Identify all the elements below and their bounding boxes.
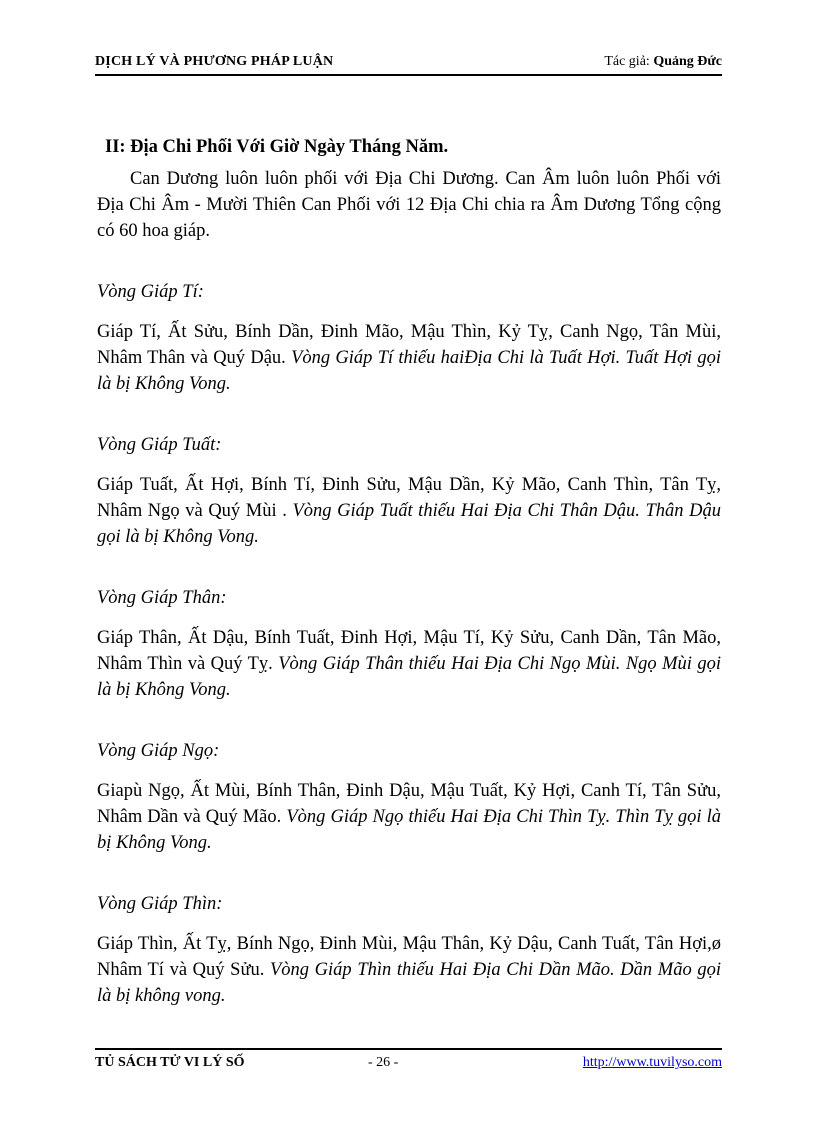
cycle-note: Vòng Giáp Thìn thiếu Hai Địa Chi Dần Mão. Dần Mão gọi là bị không vong. (97, 960, 721, 1006)
cycle-giap-than (97, 585, 721, 703)
cycle-list: Giáp Thân, Ất Dậu, Bính Tuất, Đinh Hợi, Mậu Tí, Kỷ Sửu, Canh Dần, Tân Mão, Nhâm Thìn và Quý Tỵ. (97, 628, 721, 674)
cycle-title: Vòng Giáp Thân: (97, 588, 227, 608)
cycle-note: Vòng Giáp Tí thiếu haiĐịa Chi là Tuất Hợi. Tuất Hợi gọi là bị Không Vong. (97, 348, 721, 394)
author-name: Quảng Đức (653, 54, 722, 69)
section-title: II: Địa Chi Phối Với Giờ Ngày Tháng Năm. (105, 137, 449, 157)
page-header (95, 48, 722, 76)
cycle-note: Vòng Giáp Ngọ thiếu Hai Địa Chi Thìn Tỵ. Thìn Tỵ gọi là bị Không Vong. (97, 807, 721, 853)
cycle-giap-tuat (97, 432, 721, 550)
cycle-list: Giapù Ngọ, Ất Mùi, Bính Thân, Đinh Dậu, Mậu Tuất, Kỷ Hợi, Canh Tí, Tân Sửu, Nhâm Dần và Quý Mão. (97, 781, 721, 827)
cycle-body (97, 472, 721, 550)
cycle-list: Giáp Tuất, Ất Hợi, Bính Tí, Đinh Sửu, Mậu Dần, Kỷ Mão, Canh Thìn, Tân Tỵ, Nhâm Ngọ và Quý Mùi . (97, 475, 721, 521)
cycle-title: Vòng Giáp Thìn: (97, 894, 223, 914)
footer-link[interactable]: http://www.tuvilyso.com (582, 1055, 722, 1070)
cycle-list: Giáp Tí, Ất Sửu, Bính Dần, Đinh Mão, Mậu Thìn, Kỷ Tỵ, Canh Ngọ, Tân Mùi, Nhâm Thân và Quý Dậu. (97, 322, 721, 368)
cycle-body (97, 931, 721, 1009)
cycle-body (97, 625, 721, 703)
cycle-title: Vòng Giáp Tí: (97, 282, 204, 302)
cycle-title: Vòng Giáp Ngọ: (97, 741, 220, 761)
cycle-body (97, 319, 721, 397)
header-author (604, 54, 722, 70)
cycle-body (97, 778, 721, 856)
cycle-giap-ngo (97, 738, 721, 856)
cycle-title: Vòng Giáp Tuất: (97, 435, 222, 455)
cycle-giap-ti (97, 279, 721, 397)
cycle-note: Vòng Giáp Tuất thiếu Hai Địa Chi Thân Dậu. Thân Dậu gọi là bị Không Vong. (97, 501, 721, 547)
cycle-list: Giáp Thìn, Ất Tỵ, Bính Ngọ, Đinh Mùi, Mậu Thân, Kỷ Dậu, Canh Tuất, Tân Hợi,ø Nhâm Tí và Quý Sửu. (97, 934, 721, 980)
cycle-giap-thin (97, 891, 721, 1009)
footer-series: TỦ SÁCH TỬ VI LÝ SỐ (95, 1055, 245, 1070)
header-title: DỊCH LÝ VÀ PHƯƠNG PHÁP LUẬN (95, 54, 334, 69)
cycle-note: Vòng Giáp Thân thiếu Hai Địa Chi Ngọ Mùi. Ngọ Mùi gọi là bị Không Vong. (97, 654, 721, 700)
page-content (97, 134, 721, 1009)
author-label: Tác giả: (604, 54, 654, 69)
page-footer (95, 1048, 722, 1074)
page-number: - 26 - (368, 1055, 399, 1070)
intro-paragraph: Can Dương luôn luôn phối với Địa Chi Dương. Can Âm luôn luôn Phối với Địa Chi Âm - Mười Thiên Can Phối với 12 Địa Chi chia ra Âm Dương Tổng cộng có 60 hoa giáp. (97, 169, 721, 241)
